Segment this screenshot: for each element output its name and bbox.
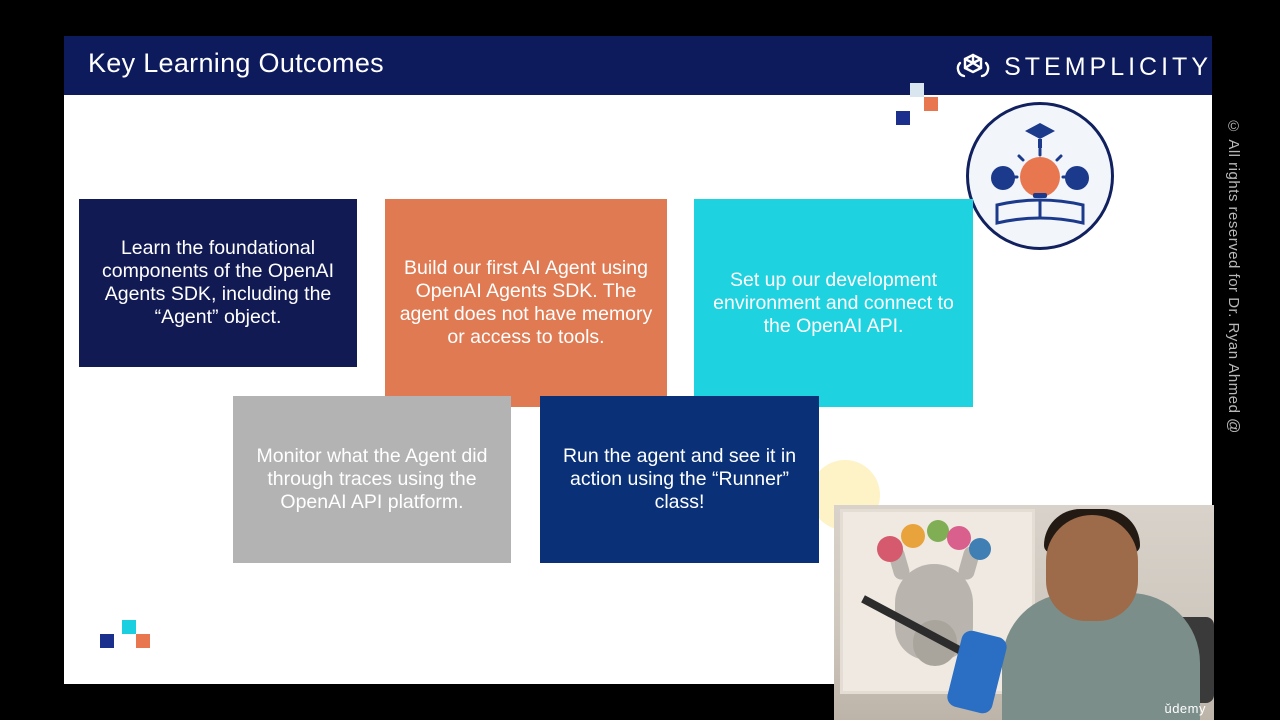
outcome-card-2 xyxy=(385,199,667,407)
square-cyan xyxy=(122,620,136,634)
outcome-card-1-text: Learn the foundational components of the OpenAI Agents SDK, including the “Agent” object. xyxy=(102,237,334,328)
education-badge xyxy=(966,102,1114,250)
flower-icon xyxy=(927,520,949,542)
square-blue xyxy=(100,634,114,648)
outcome-card-4-text: Monitor what the Agent did through traces using the OpenAI API platform. xyxy=(256,445,488,513)
square-orange xyxy=(136,634,150,648)
decorative-squares-bottom xyxy=(100,620,150,650)
education-book-lightbulb-icon xyxy=(969,105,1111,247)
outcome-card-5-text: Run the agent and see it in action using the “Runner” class! xyxy=(562,445,797,513)
outcome-card-2-text: Build our first AI Agent using OpenAI Agents SDK. The agent does not have memory or access to tools. xyxy=(399,257,653,348)
instructor-webcam xyxy=(834,505,1214,720)
outcome-card-3-text: Set up our development environment and connect to the OpenAI API. xyxy=(713,268,954,337)
outcome-card-1 xyxy=(79,199,357,367)
flower-icon xyxy=(969,538,991,560)
stemplicity-knot-icon xyxy=(952,49,994,85)
flower-icon xyxy=(877,536,903,562)
udemy-watermark: ǔdemy xyxy=(1164,701,1206,716)
brand-logo xyxy=(952,49,1212,85)
outcome-card-5 xyxy=(540,396,819,563)
copyright-notice: © All rights reserved for Dr. Ryan Ahmed @ xyxy=(1225,118,1242,434)
brand-name: STEMPLICITY xyxy=(1004,52,1212,81)
flower-icon xyxy=(901,524,925,548)
square-orange xyxy=(924,97,938,111)
page-title: Key Learning Outcomes xyxy=(88,48,384,78)
decorative-squares-top xyxy=(896,83,936,123)
instructor-face xyxy=(1046,515,1138,621)
slide-header-bar xyxy=(64,36,1212,95)
flower-icon xyxy=(947,526,971,550)
square-light xyxy=(910,83,924,97)
square-blue xyxy=(896,111,910,125)
outcome-card-3 xyxy=(694,199,973,407)
outcome-card-4 xyxy=(233,396,511,563)
